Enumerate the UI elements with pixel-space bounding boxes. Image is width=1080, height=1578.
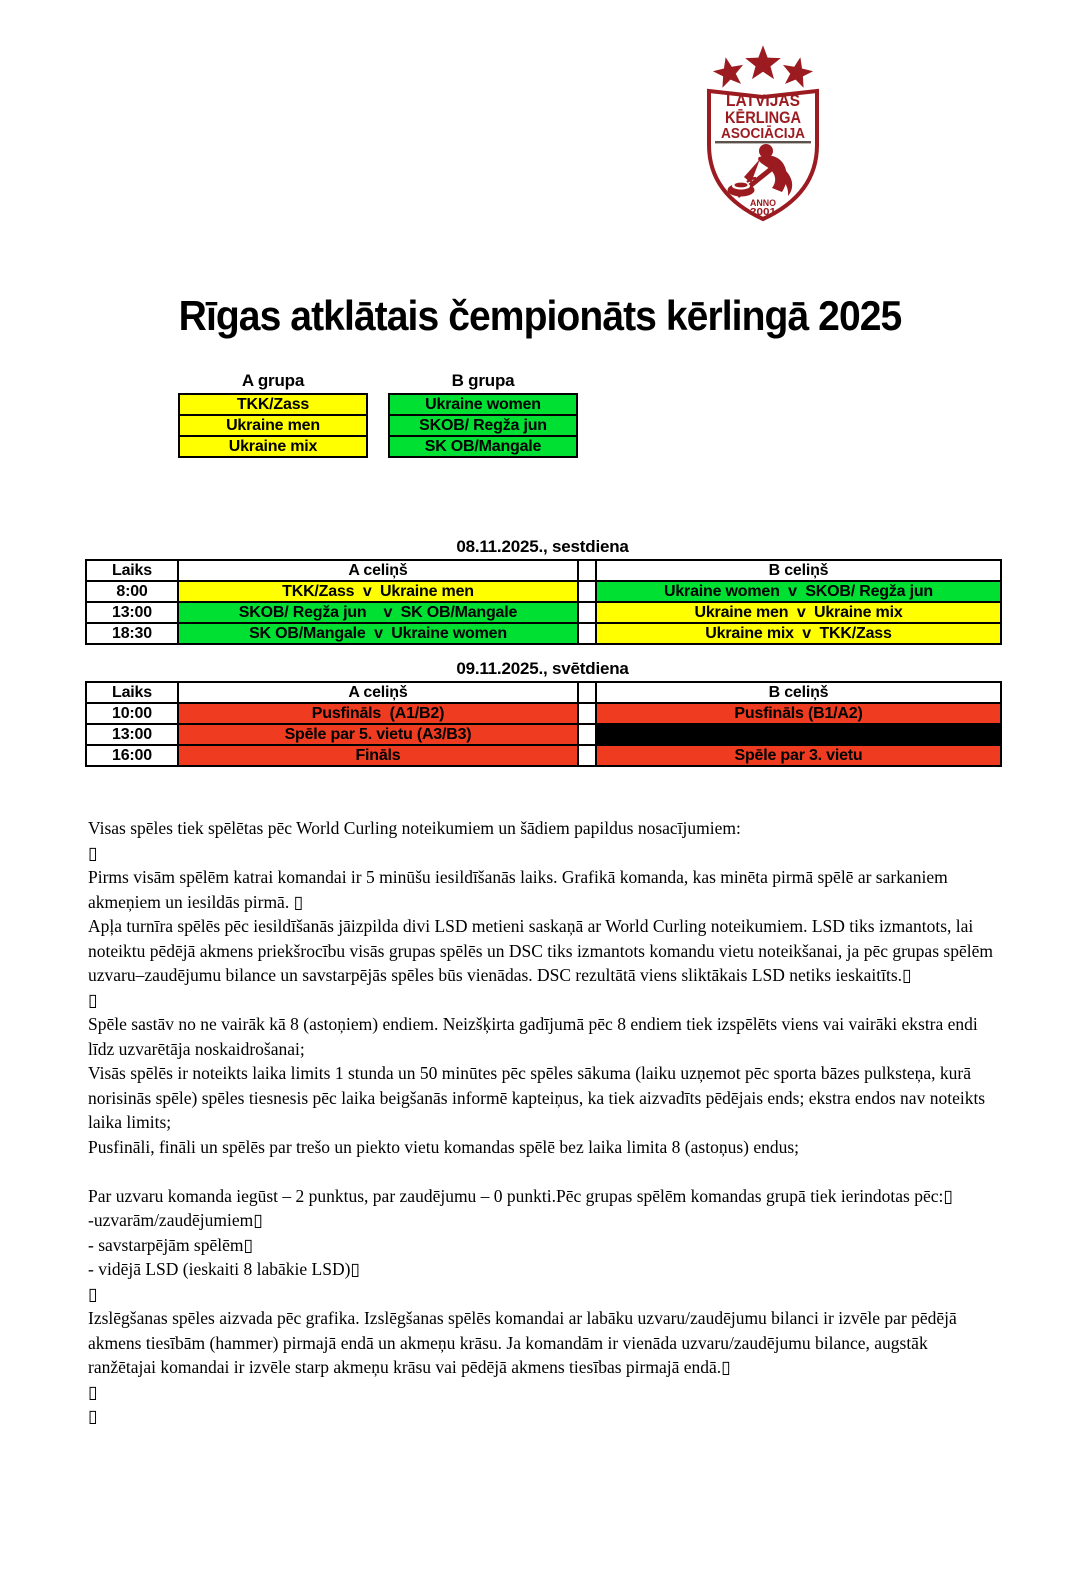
page-title: Rīgas atklātais čempionāts kērlingā 2025 xyxy=(178,292,902,339)
match-cell: Spēle par 5. vietu (A3/B3) xyxy=(178,724,578,745)
match-cell: TKK/Zass v Ukraine men xyxy=(178,581,578,602)
match-cell: Pusfināls (A1/B2) xyxy=(178,703,578,724)
rules-paragraph: ▯ xyxy=(88,1406,98,1426)
team-cell: Ukraine men xyxy=(179,415,367,436)
curling-association-logo xyxy=(700,45,826,225)
group-tables xyxy=(178,371,578,458)
gap-cell xyxy=(578,623,596,644)
time-cell: 8:00 xyxy=(86,581,178,602)
day-2-heading: 09.11.2025., svētdiena xyxy=(456,659,629,678)
logo-text-line1: LATVIJAS xyxy=(726,92,800,110)
rules-paragraph: ▯ xyxy=(88,989,98,1010)
match-cell: Ukraine women v SKOB/ Regža jun xyxy=(596,581,1001,602)
gap-cell xyxy=(578,745,596,766)
logo-anno-year: 2001 xyxy=(750,207,777,218)
rules-text-block xyxy=(88,816,1000,1429)
team-cell: SKOB/ Regža jun xyxy=(389,415,577,436)
logo-divider-line xyxy=(715,141,811,143)
day-1-heading: 08.11.2025., sestdiena xyxy=(456,537,629,556)
match-cell: Fināls xyxy=(178,745,578,766)
rules-paragraph: Visas spēles tiek spēlētas pēc World Curling noteikumiem un šādiem papildus nosacījumiem: xyxy=(88,818,741,838)
match-cell: Spēle par 3. vietu xyxy=(596,745,1001,766)
rules-paragraph: ▯ xyxy=(88,1381,98,1402)
group-a-label: A grupa xyxy=(241,371,305,390)
rules-paragraph: Spēle sastāv no ne vairāk kā 8 (astoņiem) endiem. Neizšķirta gadījumā pēc 8 endiem tiek izspēlēts viens vai vairāki ekstra endi līdz uzvarētāja noskaidrošanai; xyxy=(88,1014,978,1059)
logo-anno-label: ANNO xyxy=(750,198,776,209)
rules-paragraph: -uzvarām/zaudējumiem▯ xyxy=(88,1210,263,1230)
match-cell: Ukraine mix v TKK/Zass xyxy=(596,623,1001,644)
time-cell: 13:00 xyxy=(86,724,178,745)
rules-paragraph: Izslēgšanas spēles aizvada pēc grafika. Izslēgšanas spēlēs komandai ar labāku uzvaru/zaudējumu bilanci ir izvēle par pēdējā akmens tiesībām (hammer) pirmajā endā un akmeņu krāsu. Ja komandām ir vienāda uzvaru/zaudējumu bilance, augstāk ranžētajai komandai ir izvēle starp akmeņu krāsu vai pēdējā akmens tiesības pirmajā endā.▯ xyxy=(88,1308,957,1377)
rules-paragraph: Apļa turnīra spēlēs pēc iesildīšanās jāizpilda divi LSD metieni saskaņā ar World Curling noteikumiem. LSD tiks izmantots, lai noteiktu pēdējā akmens priekšrocību visās grupas spēlēs un DSC tiks izmantots komandu vietu noteikšanai, ja pēc grupas spēlēm uzvaru–zaudējumu bilance un savstarpējās spēles būs vienādas. DSC rezultātā viens sliktākais LSD netiks ieskaitīts.▯ xyxy=(88,916,993,985)
time-cell: 10:00 xyxy=(86,703,178,724)
match-cell: Ukraine men v Ukraine mix xyxy=(596,602,1001,623)
rules-paragraph: Par uzvaru komanda iegūst – 2 punktus, par zaudējumu – 0 punkti.Pēc grupas spēlēm komandas grupā tiek ierindotas pēc:▯ xyxy=(88,1185,953,1206)
rules-paragraph: ▯ xyxy=(88,842,98,863)
match-cell: SK OB/Mangale v Ukraine women xyxy=(178,623,578,644)
column-header-lane-a: A celiņš xyxy=(178,560,578,581)
group-table-b xyxy=(388,371,578,458)
rules-paragraph xyxy=(88,1159,1000,1184)
column-header-time: Laiks xyxy=(86,560,178,581)
star-icon xyxy=(779,54,815,89)
gap-cell xyxy=(578,703,596,724)
star-icon xyxy=(711,54,747,89)
column-header-lane-b: B celiņš xyxy=(596,560,1001,581)
schedule-day-2 xyxy=(85,659,1000,767)
team-cell: TKK/Zass xyxy=(179,394,367,415)
team-cell: Ukraine women xyxy=(389,394,577,415)
group-table-a xyxy=(178,371,368,458)
match-cell: SKOB/ Regža jun v SK OB/Mangale xyxy=(178,602,578,623)
logo-text-line2: KĒRLINGA xyxy=(725,109,812,127)
blackout-cell xyxy=(596,724,1001,745)
logo-text-line3: ASOCIĀCIJA xyxy=(721,126,811,142)
gap-cell xyxy=(578,602,596,623)
schedule-day-1 xyxy=(85,537,1000,645)
match-cell: Pusfināls (B1/A2) xyxy=(596,703,1001,724)
time-cell: 13:00 xyxy=(86,602,178,623)
rules-paragraph: - vidējā LSD (ieskaiti 8 labākie LSD)▯ xyxy=(88,1259,361,1279)
rules-paragraph: Pirms visām spēlēm katrai komandai ir 5 minūšu iesildīšanās laiks. Grafikā komanda, kas minēta pirmā spēlē ar sarkaniem akmeņiem un iesildās pirmā. ▯ xyxy=(88,867,948,912)
gap-cell xyxy=(578,682,596,703)
schedule-table-day-2 xyxy=(85,681,1002,767)
gap-cell xyxy=(578,724,596,745)
rules-paragraph: ▯ xyxy=(88,1283,98,1304)
gap-cell xyxy=(578,560,596,581)
group-b-label: B grupa xyxy=(451,371,515,390)
time-cell: 18:30 xyxy=(86,623,178,644)
gap-cell xyxy=(578,581,596,602)
column-header-lane-a: A celiņš xyxy=(178,682,578,703)
schedule-table-day-1 xyxy=(85,559,1002,645)
rules-paragraph: Visās spēlēs ir noteikts laika limits 1 stunda un 50 minūtes pēc spēles sākuma (laiku uzņemot pēc sporta bāzes pulksteņa, kurā norisinās spēle) spēles tiesnesis pēc laika beigšanās informē kapteiņus, ka tiek aizvadīts pēdējais ends; ekstra endos nav noteikts laika limits; xyxy=(88,1063,986,1132)
time-cell: 16:00 xyxy=(86,745,178,766)
rules-paragraph: - savstarpējām spēlēm▯ xyxy=(88,1234,254,1255)
column-header-time: Laiks xyxy=(86,682,178,703)
column-header-lane-b: B celiņš xyxy=(596,682,1001,703)
team-cell: Ukraine mix xyxy=(179,436,367,457)
rules-paragraph: Pusfināli, fināli un spēlēs par trešo un piekto vietu komandas spēlē bez laika limita 8 (astoņus) endus; xyxy=(88,1136,800,1157)
star-icon xyxy=(745,45,781,79)
team-cell: SK OB/Mangale xyxy=(389,436,577,457)
